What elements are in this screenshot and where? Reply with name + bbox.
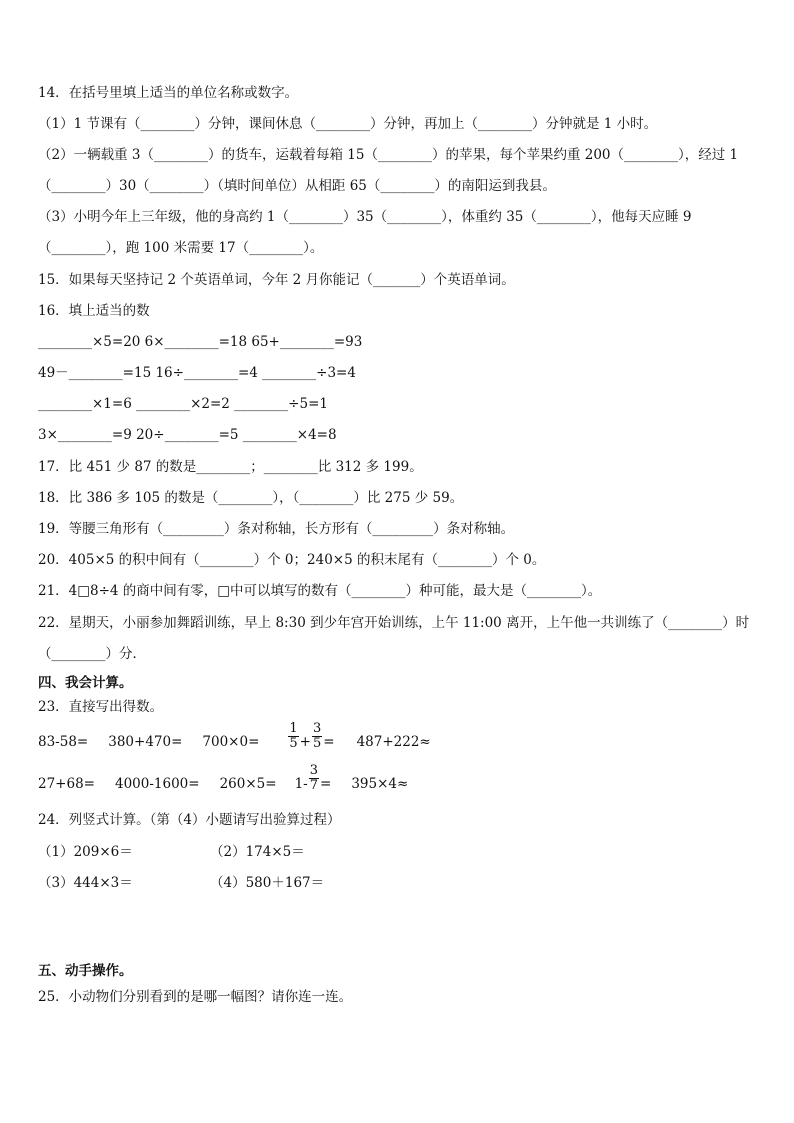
question-16-row-3: ________×1=6 ________×2=2 ________÷5=1 — [38, 396, 328, 412]
question-14-title: 14．在括号里填上适当的单位名称或数字。 — [38, 85, 299, 101]
question-16-title: 16．填上适当的数 — [38, 303, 150, 319]
calc-item: 700×0= — [202, 734, 260, 750]
fraction: $\frac{1}{5}$ — [289, 721, 298, 751]
question-24-item-2: （2）174×5＝ — [210, 844, 305, 860]
question-19: 19．等腰三角形有（_________）条对称轴，长方形有（_________）条对称轴。 — [38, 521, 515, 537]
calc-item: 395×4≈ — [351, 776, 409, 792]
question-20: 20．405×5 的积中间有（________）个 0；240×5 的积末尾有（________）个 0。 — [38, 552, 546, 568]
calc-item: 380+470= — [108, 734, 183, 750]
question-15: 15．如果每天坚持记 2 个英语单词，今年 2 月你能记（_______）个英语单词。 — [38, 272, 515, 288]
calc-item: 487+222≈ — [356, 734, 431, 750]
question-23-title: 23．直接写出得数。 — [38, 699, 164, 715]
question-17: 17．比 451 少 87 的数是________；________比 312 多 199。 — [38, 459, 423, 475]
calc-item: 4000-1600= — [114, 776, 200, 792]
fraction: $\frac{3}{5}$ — [312, 721, 322, 751]
fraction: $\frac{3}{7}$ — [309, 763, 318, 793]
equals-sign: = — [323, 734, 335, 750]
question-14-part-3-line-1: （3）小明今年上三年级，他的身高约 1（________）35（________），体重约 35（________），他每天应睡 9 — [38, 209, 692, 225]
question-22-line-1: 22．星期天，小丽参加舞蹈训练，早上 8:30 到少年宫开始训练，上午 11:00 离开，上午他一共训练了（________）时 — [38, 615, 750, 631]
question-24-item-1: （1）209×6＝ — [38, 844, 133, 860]
question-16-row-1: ________×5=20 6×________=18 65+________=93 — [38, 334, 363, 350]
question-21: 21．4□8÷4 的商中间有零，□中可以填写的数有（________）种可能，最大是（________）。 — [38, 583, 602, 599]
question-24-item-4: （4）580＋167＝ — [210, 875, 325, 891]
calc-item: 1- — [294, 776, 308, 792]
question-18: 18．比 386 多 105 的数是（________），（________）比 275 少 59。 — [38, 490, 464, 506]
question-23-row-1 — [38, 721, 431, 751]
plus-sign: + — [299, 734, 311, 750]
calc-item: 27+68= — [38, 776, 95, 792]
question-16-row-4: 3×________=9 20÷________=5 ________×4=8 — [38, 427, 337, 443]
question-14-part-2-line-1: （2）一辆载重 3（________）的货车，运载着每箱 15（________）的苹果，每个苹果约重 200（________），经过 1 — [38, 147, 739, 163]
question-14-part-1: （1）1 节课有（________）分钟，课间休息（________）分钟，再加上（________）分钟就是 1 小时。 — [38, 116, 658, 132]
question-23-row-2 — [38, 763, 409, 793]
section-5-heading: 五、动手操作。 — [38, 963, 133, 979]
question-22-line-2: （________）分． — [38, 646, 146, 662]
question-25: 25．小动物们分别看到的是哪一幅图？请你连一连。 — [38, 989, 353, 1005]
question-14-part-2-line-2: （________）30（________）（填时间单位）从相距 65（________）的南阳运到我县。 — [38, 178, 556, 194]
question-14-part-3-line-2: （________），跑 100 米需要 17（________）。 — [38, 240, 324, 256]
question-16-row-2: 49－________=15 16÷________=4 ________÷3=4 — [38, 365, 356, 381]
equals-sign: = — [320, 776, 332, 792]
question-24-item-3: （3）444×3＝ — [38, 875, 133, 891]
section-4-heading: 四、我会计算。 — [38, 675, 133, 691]
calc-item: 83-58= — [38, 734, 89, 750]
question-24-title: 24．列竖式计算。（第（4）小题请写出验算过程） — [38, 812, 341, 828]
calc-item: 260×5= — [219, 776, 277, 792]
